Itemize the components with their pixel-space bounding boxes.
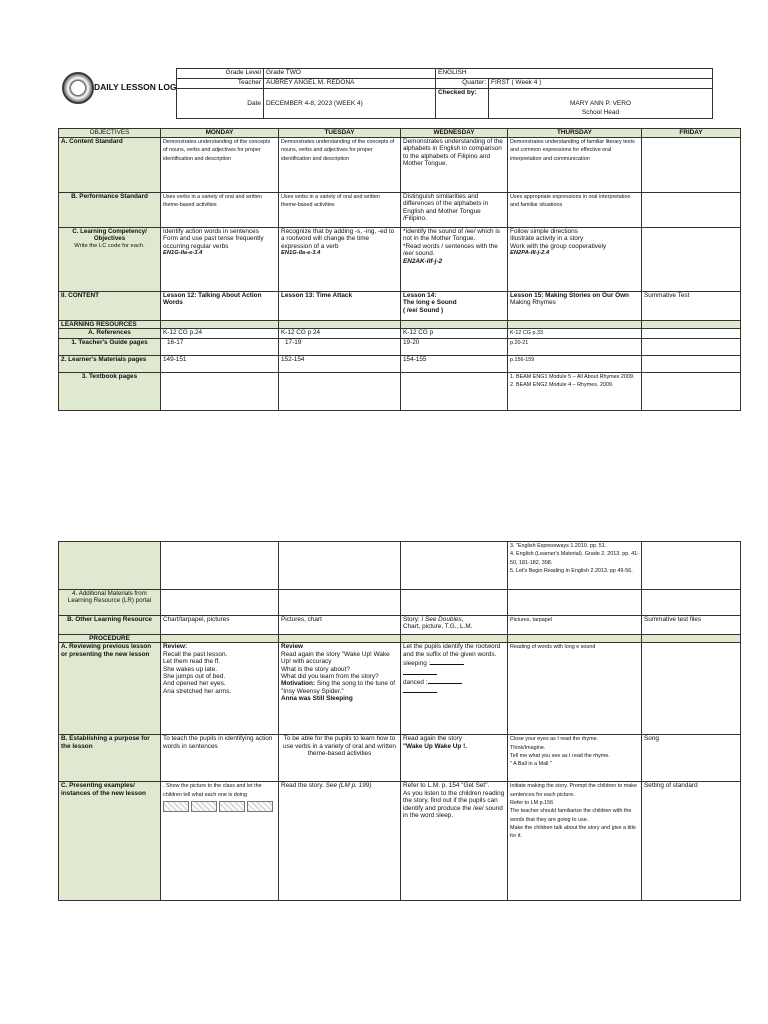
presenting-wed: Refer to L.M. p. 154 "Get Set". As you listen to the children reading the story, find out if the pupils can identify and produce the /ee/ sound in the word sleep. — [401, 782, 508, 901]
content-standard-wed: Demonstrates understanding of the alphabets in English in comparison to the alphabets of Filipino and Mother Tongue. — [401, 138, 508, 193]
grade-level-label: Grade Level — [177, 69, 264, 79]
content-standard-fri — [642, 138, 741, 193]
competency-wed-code: EN2AK-IIf-j-2 — [403, 257, 443, 265]
review-thu: Reading of words with long e sound — [508, 643, 642, 735]
references-mon: K-12 CG p.24 — [161, 329, 279, 338]
content-thu: Lesson 15: Making Stories on Our Own — [510, 292, 629, 299]
teacher-label: Teacher — [177, 79, 264, 89]
action-pictures — [163, 801, 276, 812]
grade-level-value: Grade TWO — [264, 69, 436, 79]
answer-blank — [403, 686, 437, 693]
review-mon-head: Review: — [163, 643, 188, 651]
lm-mon: 149-151 — [161, 355, 279, 372]
performance-standard-wed: Distinguish similarities and differences of the alphabets in English and Mother Tongue /Filipino. — [401, 193, 508, 228]
references-label: A. References — [59, 329, 161, 338]
lm-tue: 152-154 — [279, 355, 401, 372]
subject-value: ENGLISH — [436, 69, 713, 79]
picture-thumbnail — [247, 801, 273, 812]
purpose-label: B. Establishing a purpose for the lesson — [59, 735, 161, 782]
col-objectives: OBJECTIVES — [59, 129, 161, 138]
deped-seal-logo — [62, 72, 94, 104]
content-standard-mon: Demonstrates understanding of the concepts of nouns, verbs and adjectives for proper identification and description — [161, 138, 279, 193]
resources-label: LEARNING RESOURCES — [59, 321, 161, 329]
answer-blank — [428, 677, 462, 684]
textbook-label: 3. Textbook pages — [59, 372, 161, 410]
other-resource-tue: Pictures, chart — [279, 616, 401, 635]
presenting-thu: Initiate making the story. Prompt the children to make sentences for each picture. Refer to LM p.156 The teacher should familiarize the children with the words that they are going to use. Make the children talk about the story and give a title for it. — [508, 782, 642, 901]
header-table — [176, 68, 713, 119]
content-label: II. CONTENT — [59, 292, 161, 321]
content-standard-thu: Demonstrates understanding of familiar literary texts and common expressions for effective oral interpretation and communication — [508, 138, 642, 193]
content-standard-tue: Demonstrates understanding of the concepts of nouns, verbs and adjectives for proper identification and description — [279, 138, 401, 193]
presenting-mon: . Show the picture to the class and let the children tell what each one is doing — [163, 783, 262, 798]
performance-standard-fri — [642, 193, 741, 228]
references-tue: K-12 CG p 24 — [279, 329, 401, 338]
lm-thu: p.156-159 — [508, 355, 642, 372]
date-label: Date — [177, 89, 264, 119]
content-wed: Lesson 14: The long e Sound ( /ee/ Sound ) — [401, 292, 508, 321]
col-monday: MONDAY — [161, 129, 279, 138]
review-wed-word1: sleeping : — [403, 660, 431, 668]
performance-standard-tue: Uses verbs in a variety of oral and written theme-based activities — [279, 193, 401, 228]
other-resource-wed-story: I See Doubles — [421, 616, 462, 623]
performance-standard-label: B. Performance Standard — [59, 193, 161, 228]
review-wed-word2: danced : — [403, 679, 428, 687]
competency-mon-code: EN1G-IIa-e-3.4 — [163, 250, 203, 257]
tg-wed: 19-20 — [401, 338, 508, 355]
presenting-label: C. Presenting examples/ instances of the new lesson — [59, 782, 161, 901]
date-value: DECEMBER 4-8, 2023 (WEEK 4) — [264, 89, 436, 119]
checker-name: MARY ANN P. VERO — [569, 100, 632, 107]
review-wed: Let the pupils identify the rootword and the suffix of the given words. — [403, 643, 501, 658]
checker-role: School Head — [581, 109, 620, 116]
textbook-thu-cont: 3. "English Expressways 1.2010. pp. 51. 4. English (Learner's Material). Grade 2. 2013. pp. 41-50, 181-182, 398. 5. Let's Begin Reading in English 2.2013. pp 49-56. — [508, 542, 642, 590]
purpose-thu: Close your eyes as I read the rhyme. Think/Imagine. Tell me what you see as I read the rhyme. " A Ball in a Mall " — [508, 735, 642, 782]
performance-standard-thu: Uses appropriate expressions in oral interpretation and familiar situations — [508, 193, 642, 228]
review-tue-head: Review — [281, 643, 304, 651]
performance-standard-mon: Uses verbs in a variety of oral and written theme-based activities — [161, 193, 279, 228]
col-thursday: THURSDAY — [508, 129, 642, 138]
review-tue: Read again the story "Wake Up! Wake Up! with accuracy What is the story about? What did you learn from the story? — [281, 650, 390, 681]
content-tue: Lesson 13: Time Attack — [279, 292, 401, 321]
purpose-wed: Read again the story — [403, 735, 462, 743]
tg-mon: 16-17 — [161, 338, 279, 355]
picture-thumbnail — [219, 801, 245, 812]
content-mon: Lesson 12: Talking About Action Words — [161, 292, 279, 321]
answer-blank — [403, 668, 437, 675]
procedure-label: PROCEDURE — [59, 635, 161, 643]
other-resource-thu: Pictures, tarpapel — [508, 616, 642, 635]
review-tue-motivation: Sing the song to the tune of "Insy Weensy Spider." — [281, 680, 396, 695]
references-wed: K-12 CG p — [401, 329, 508, 338]
checked-by-label: Checked by: — [436, 89, 489, 119]
other-resource-fri: Summative test files — [642, 616, 741, 635]
tg-thu: p.20-21 — [508, 338, 642, 355]
other-resource-wed-pre: Story: — [403, 616, 422, 623]
presenting-tue-ref: See (LM p. 199) — [325, 782, 372, 790]
purpose-fri: Song — [642, 735, 741, 782]
picture-thumbnail — [163, 801, 189, 812]
review-label: A. Reviewing previous lesson or presenting the new lesson — [59, 643, 161, 735]
lesson-table-part1 — [58, 128, 741, 411]
textbook-thu: 1. BEAM ENG1 Module 5 – All About Rhymes 2009. 2. BEAM ENG2 Module 4 – Rhymes. 2009. — [508, 372, 642, 410]
tg-tue: 17-19 — [279, 338, 401, 355]
lm-wed: 154-155 — [401, 355, 508, 372]
quarter-value: FIRST ( Week 4 ) — [489, 79, 713, 89]
col-tuesday: TUESDAY — [279, 129, 401, 138]
review-tue-song: Anna was Still Sleeping — [281, 695, 353, 703]
answer-blank — [430, 658, 464, 665]
other-resource-mon: Chart/tarpapel, pictures — [161, 616, 279, 635]
competency-thu: Follow simple directions Illustrate activity in a story Work with the group cooperatively — [510, 228, 607, 250]
content-standard-label: A. Content Standard — [59, 138, 161, 193]
purpose-mon: To teach the pupils in identifying action words in sentences — [161, 735, 279, 782]
presenting-fri: Setting of standard — [642, 782, 741, 901]
competency-mon: Identify action words in sentences Form and use past tense frequently occurring regular verbs — [163, 228, 264, 250]
competency-fri — [642, 228, 741, 292]
competency-label: C. Learning Competency/ Objectives — [72, 228, 147, 243]
purpose-tue: To be able for the pupils to learn how to use verbs in a variety of oral and written theme-based activities — [279, 735, 401, 782]
competency-tue: Recognize that by adding -s, -ing, -ed to a rootword will change the time expression of a verb — [281, 228, 395, 250]
other-resource-wed-post: , Chart, picture, T.G., L.M. — [403, 616, 473, 631]
competency-thu-code: EN2PA-III-j-2.4 — [510, 250, 550, 257]
lm-label: 2. Learner's Materials pages — [59, 355, 161, 372]
competency-note: Write the LC code for each. — [74, 242, 145, 249]
presenting-tue: Read the story. — [281, 782, 326, 790]
review-tue-motivation-label: Motivation: — [281, 680, 316, 688]
content-thu-sub: Making Rhymes — [510, 299, 556, 307]
quarter-label: Quarter: — [436, 79, 489, 89]
tg-label: 1. Teacher's Guide pages — [59, 338, 161, 355]
competency-wed: *Identify the sound of /ee/ which is not in the Mother Tongue. *Read words / sentences with the /ee/ sound. — [403, 228, 500, 258]
col-friday: FRIDAY — [642, 129, 741, 138]
other-resource-label: B. Other Learning Resource — [59, 616, 161, 635]
col-wednesday: WEDNESDAY — [401, 129, 508, 138]
additional-label: 4. Additional Materials from Learning Resource (LR) portal — [59, 590, 161, 616]
dll-title: DAILY LESSON LOG — [94, 82, 177, 92]
purpose-wed-story: "Wake Up Wake Up !. — [403, 742, 467, 750]
references-thu: K-12 CG p.33 — [508, 329, 642, 338]
picture-thumbnail — [191, 801, 217, 812]
competency-tue-code: EN1G-IIa-e-3.4 — [281, 250, 321, 257]
teacher-value: AUBREY ANGEL M. REDOÑA — [264, 79, 436, 89]
lesson-table-part2 — [58, 541, 741, 901]
content-fri: Summative Test — [642, 292, 741, 321]
review-mon: Recall the past lesson. Let them read the ff. She wakes up late. She jumps out of bed. And opened her eyes. Ana stretched her arms. — [163, 650, 232, 695]
